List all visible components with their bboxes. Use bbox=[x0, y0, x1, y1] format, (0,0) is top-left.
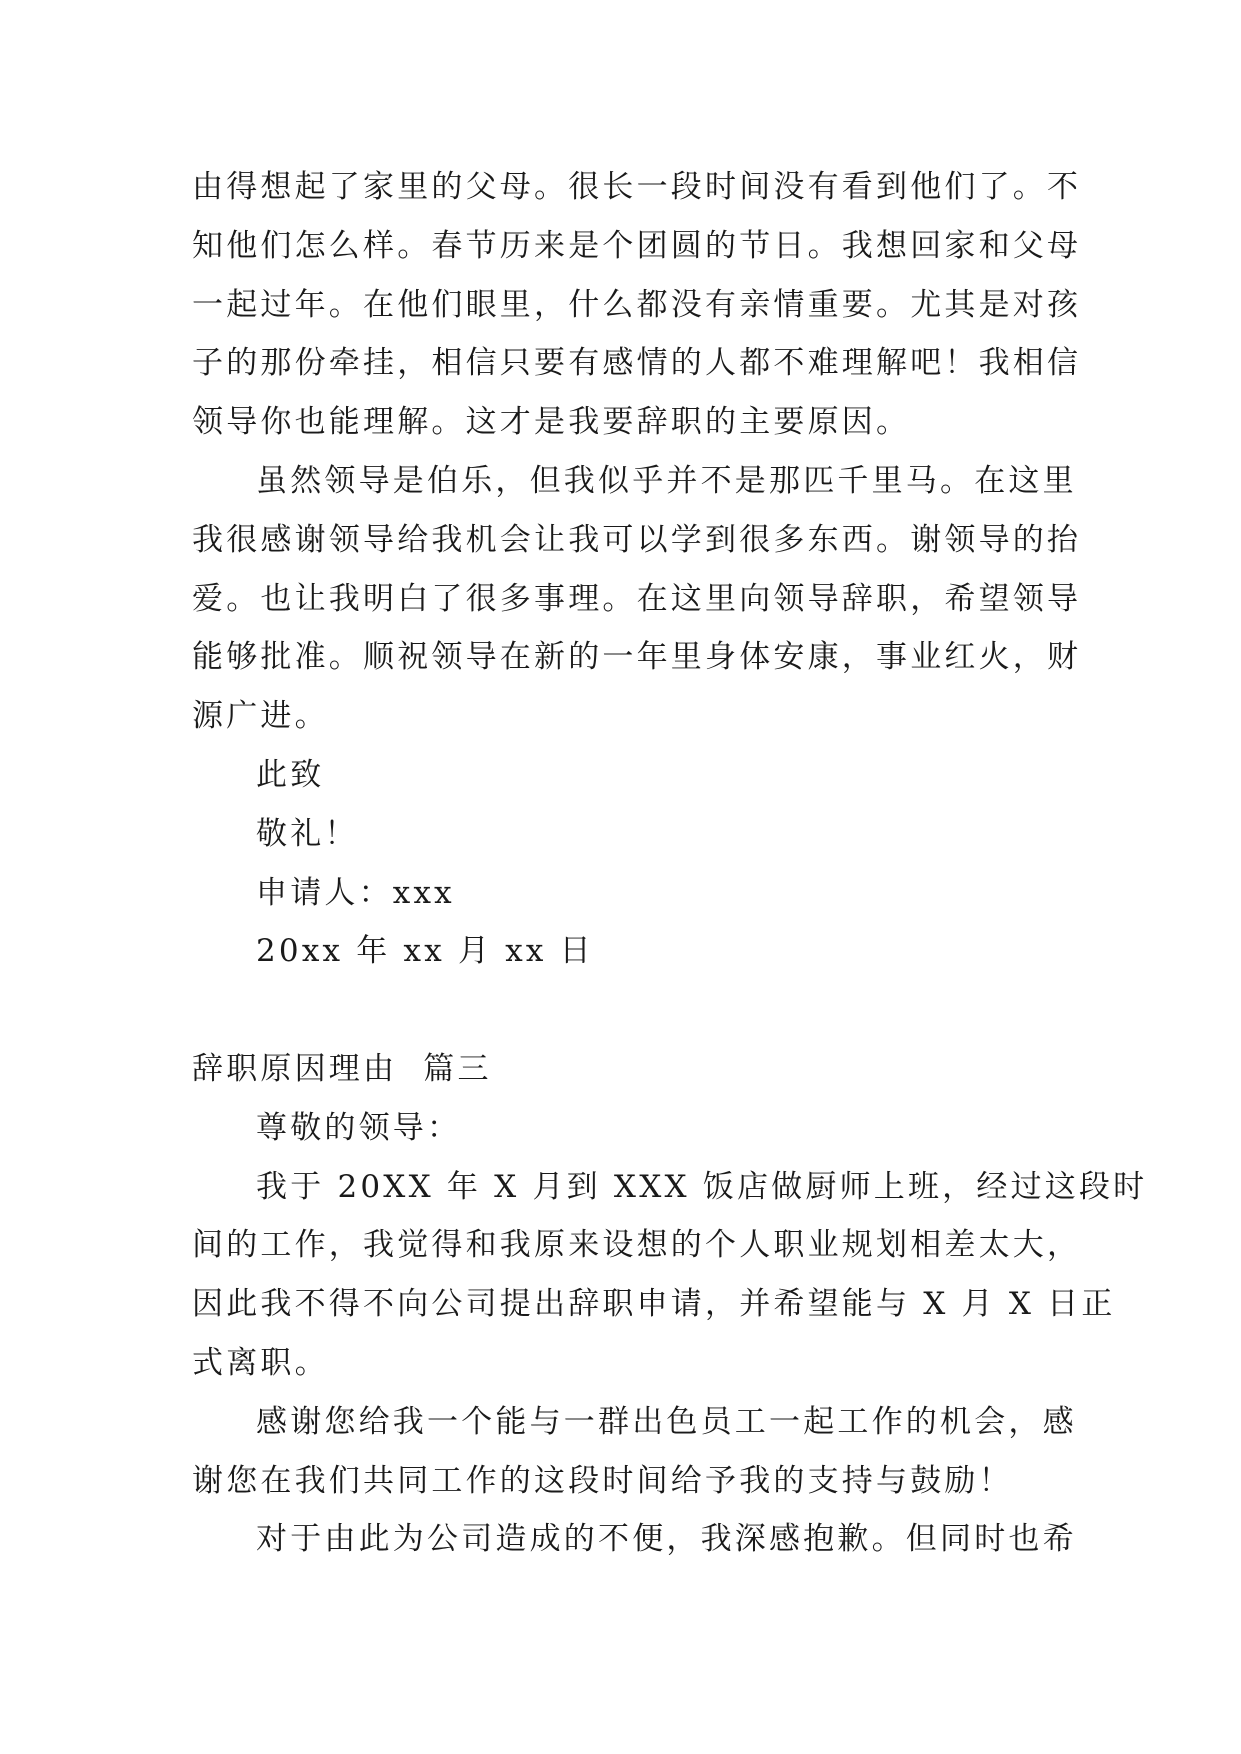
text-line: 能够批准。顺祝领导在新的一年里身体安康，事业红火，财 bbox=[192, 639, 1082, 676]
paragraph-apology bbox=[192, 1510, 1077, 1569]
text-line: 由得想起了家里的父母。很长一段时间没有看到他们了。不 bbox=[192, 169, 1082, 205]
closing-ci-zhi: 此致 bbox=[256, 756, 325, 793]
section-spacer bbox=[192, 981, 1062, 1040]
text-line: 我很感谢领导给我机会让我可以学到很多东西。谢领导的抬 bbox=[192, 521, 1082, 558]
text-line: 因此我不得不向公司提出辞职申请，并希望能与 X 月 X 日正 bbox=[192, 1286, 1116, 1323]
text-line: 知他们怎么样。春节历来是个团圆的节日。我想回家和父母 bbox=[192, 227, 1082, 264]
text-line: 子的那份牵挂，相信只要有感情的人都不难理解吧！我相信 bbox=[192, 345, 1082, 382]
text-line: 对于由此为公司造成的不便，我深感抱歉。但同时也希 bbox=[256, 1521, 1077, 1558]
text-line: 源广进。 bbox=[192, 698, 329, 735]
text-line: 感谢您给我一个能与一群出色员工一起工作的机会，感 bbox=[256, 1403, 1077, 1440]
letter-date: 20xx 年 xx 月 xx 日 bbox=[256, 933, 594, 970]
text-line: 虽然领导是伯乐，但我似乎并不是那匹千里马。在这里 bbox=[256, 462, 1077, 499]
text-line: 一起过年。在他们眼里，什么都没有亲情重要。尤其是对孩 bbox=[192, 286, 1082, 323]
text-line: 领导你也能理解。这才是我要辞职的主要原因。 bbox=[192, 404, 911, 441]
closing-jing-li: 敬礼！ bbox=[256, 815, 359, 852]
paragraph-gratitude bbox=[192, 1393, 1077, 1511]
text-line: 间的工作，我觉得和我原来设想的个人职业规划相差太大， bbox=[192, 1227, 1082, 1264]
section-heading: 辞职原因理由 篇三 bbox=[192, 1050, 492, 1087]
text-line: 谢您在我们共同工作的这段时间给予我的支持与鼓励！ bbox=[192, 1462, 1013, 1499]
paragraph-resignation-request bbox=[192, 1158, 1148, 1393]
paragraph-thanks-leader bbox=[192, 452, 1082, 746]
text-line: 式离职。 bbox=[192, 1344, 329, 1381]
salutation: 尊敬的领导： bbox=[256, 1109, 462, 1146]
text-line: 我于 20XX 年 X 月到 XXX 饭店做厨师上班，经过这段时 bbox=[256, 1168, 1148, 1205]
closing-block bbox=[192, 746, 1062, 981]
paragraph-family-reason bbox=[192, 158, 1082, 452]
applicant-signature: 申请人：xxx bbox=[256, 874, 455, 911]
document-page bbox=[192, 158, 1148, 1569]
text-line: 爱。也让我明白了很多事理。在这里向领导辞职，希望领导 bbox=[192, 580, 1082, 617]
